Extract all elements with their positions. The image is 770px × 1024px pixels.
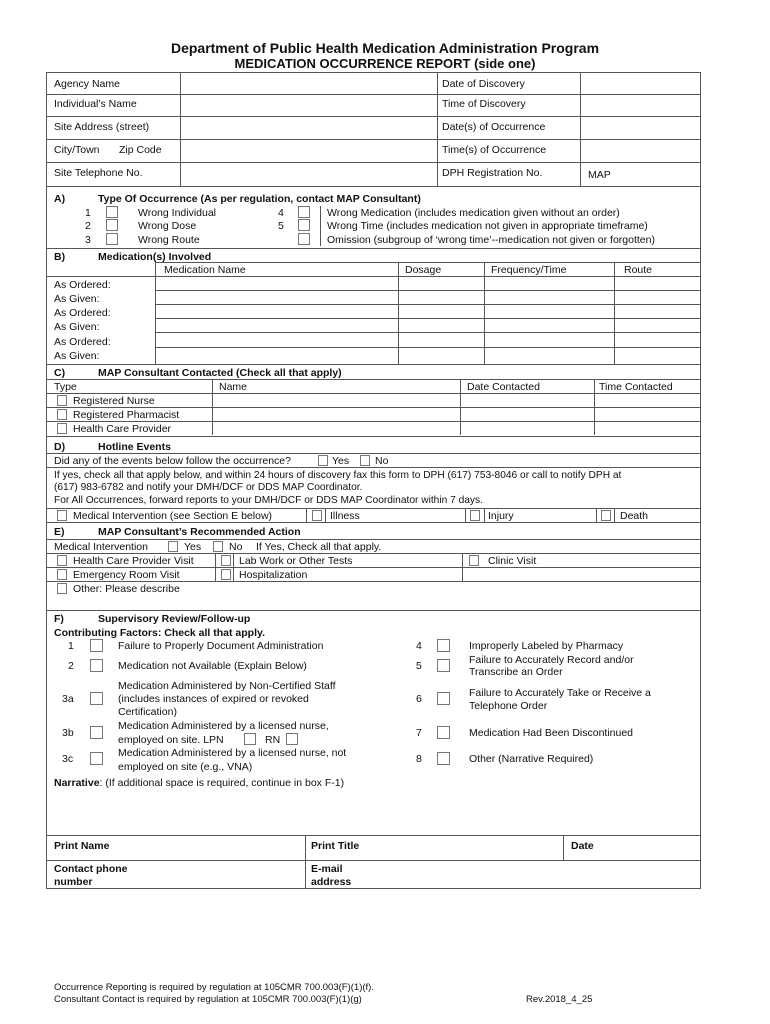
date-discovery-field[interactable]: [583, 76, 698, 90]
site-phone-label: Site Telephone No.: [54, 167, 143, 179]
intervention-yes-label: Yes: [184, 541, 202, 553]
rn-label: RN: [265, 734, 281, 746]
footer-regulation-1: Occurrence Reporting is required by regulation at 105CMR 700.003(F)(1)(f).: [54, 982, 374, 993]
med-row-label: As Ordered:: [54, 307, 111, 319]
individual-name-label: Individual’s Name: [54, 98, 137, 110]
dates-occurrence-field[interactable]: [583, 120, 698, 134]
date-label: Date: [571, 840, 594, 852]
factor-label-5-line2: Transcribe an Order: [469, 666, 563, 678]
occurrence-label-omission: Omission (subgroup of ‘wrong time’--medication not given or forgotten): [327, 234, 655, 246]
section-a-letter: A): [54, 193, 66, 205]
col-date-contacted: Date Contacted: [467, 381, 540, 393]
col-time-contacted: Time Contacted: [599, 381, 673, 393]
factor-label-8: Other (Narrative Required): [469, 753, 594, 765]
email-label-line2: address: [311, 876, 352, 888]
occurrence-label-3: Wrong Route: [138, 234, 200, 246]
med-row-label: As Given:: [54, 350, 100, 362]
factor-label-2: Medication not Available (Explain Below): [118, 660, 307, 672]
occurrence-checkbox-4[interactable]: [298, 206, 310, 218]
hotline-no-label: No: [375, 455, 389, 467]
narrative-label: [54, 777, 344, 789]
footer-regulation-2: Consultant Contact is required by regulation at 105CMR 700.003(F)(1)(g): [54, 994, 362, 1005]
other-action-checkbox[interactable]: [57, 583, 67, 594]
intervention-no-checkbox[interactable]: [213, 541, 223, 552]
hotline-yes-label: Yes: [332, 455, 350, 467]
section-c-title: MAP Consultant Contacted (Check all that apply): [98, 367, 342, 379]
event-death-label: Death: [620, 510, 649, 522]
factor-checkbox-1[interactable]: [90, 639, 103, 652]
city-zip-field[interactable]: [182, 143, 434, 157]
occurrence-checkbox-2[interactable]: [106, 219, 118, 231]
contributing-factors-title: Contributing Factors: Check all that apply.: [54, 627, 265, 639]
hotline-question: Did any of the events below follow the occurrence?: [54, 455, 291, 467]
hcp-visit-checkbox[interactable]: [57, 555, 67, 566]
email-field[interactable]: [360, 862, 698, 886]
clinic-visit-checkbox[interactable]: [469, 555, 479, 566]
er-visit-checkbox[interactable]: [57, 569, 67, 580]
occurrence-checkbox-1[interactable]: [106, 206, 118, 218]
consultant-rn-checkbox[interactable]: [57, 395, 67, 406]
event-injury-label: Injury: [488, 510, 514, 522]
medical-intervention-label: Medical Intervention: [54, 541, 148, 553]
occurrence-checkbox-5[interactable]: [298, 219, 310, 231]
hospitalization-label: Hospitalization: [239, 569, 308, 581]
factor-label-6-line1: Failure to Accurately Take or Receive a: [469, 687, 651, 699]
dph-registration-label: DPH Registration No.: [442, 167, 543, 179]
consultant-pharmacist-checkbox[interactable]: [57, 409, 67, 420]
consultant-hcp-name-field[interactable]: [214, 422, 699, 434]
email-label: E-mail: [311, 863, 343, 875]
occurrence-checkbox-3[interactable]: [106, 233, 118, 245]
occurrence-checkbox-omission[interactable]: [298, 233, 310, 245]
lpn-checkbox[interactable]: [244, 733, 256, 745]
factor-num-3a: 3a: [62, 693, 74, 705]
factor-num-3b: 3b: [62, 727, 74, 739]
factor-checkbox-8[interactable]: [437, 752, 450, 765]
occurrence-num-1: 1: [85, 207, 91, 219]
factor-checkbox-3a[interactable]: [90, 692, 103, 705]
site-address-label: Site Address (street): [54, 121, 150, 133]
factor-checkbox-7[interactable]: [437, 726, 450, 739]
section-b-title: Medication(s) Involved: [98, 251, 212, 263]
med-row-label: As Given:: [54, 293, 100, 305]
factor-num-7: 7: [416, 727, 422, 739]
contact-phone-label: Contact phone: [54, 863, 128, 875]
consultant-rn-label: Registered Nurse: [73, 395, 155, 407]
print-title-label: Print Title: [311, 840, 360, 852]
site-phone-field[interactable]: [182, 166, 434, 180]
medication-row-6-fields[interactable]: [157, 348, 699, 362]
section-b-letter: B): [54, 251, 66, 263]
med-row-label: As Ordered:: [54, 336, 111, 348]
factor-label-6-line2: Telephone Order: [469, 700, 548, 712]
factor-num-3c: 3c: [62, 753, 74, 765]
occurrence-label-5: Wrong Time (includes medication not given in appropriate timeframe): [327, 220, 648, 232]
zip-code-label: Zip Code: [119, 144, 162, 156]
factor-checkbox-2[interactable]: [90, 659, 103, 672]
times-occurrence-label: Time(s) of Occurrence: [442, 144, 547, 156]
section-f-letter: F): [54, 613, 64, 625]
narrative-label-bold: Narrative: [54, 777, 100, 789]
factor-label-3b-line1: Medication Administered by a licensed nurse,: [118, 720, 329, 732]
factor-label-3c-line1: Medication Administered by a licensed nurse, not: [118, 747, 347, 759]
occurrence-label-2: Wrong Dose: [138, 220, 197, 232]
site-address-field[interactable]: [182, 120, 434, 134]
event-injury-checkbox[interactable]: [470, 510, 480, 521]
factor-label-3c-line2: employed on site (e.g., VNA): [118, 761, 253, 773]
factor-label-3b-line2: employed on site. LPN: [118, 734, 224, 746]
intervention-yes-checkbox[interactable]: [168, 541, 178, 552]
contact-phone-label-line2: number: [54, 876, 93, 888]
time-discovery-field[interactable]: [583, 98, 698, 112]
rn-checkbox[interactable]: [286, 733, 298, 745]
clinic-visit-label: Clinic Visit: [488, 555, 537, 567]
col-medication-name: Medication Name: [164, 264, 246, 276]
hotline-yes-checkbox[interactable]: [318, 455, 328, 466]
section-c-letter: C): [54, 367, 66, 379]
event-medical-intervention-label: Medical Intervention (see Section E below): [73, 510, 273, 522]
section-e-title: MAP Consultant’s Recommended Action: [98, 526, 301, 538]
hotline-instructions-1: If yes, check all that apply below, and within 24 hours of discovery fax this form to DPH (617) 753-8046 or call to notify DPH at: [54, 470, 622, 481]
col-frequency-time: Frequency/Time: [491, 264, 567, 276]
consultant-hcp-label: Health Care Provider: [73, 423, 172, 435]
factor-label-5-line1: Failure to Accurately Record and/or: [469, 654, 634, 666]
col-type: Type: [54, 381, 77, 393]
er-visit-label: Emergency Room Visit: [73, 569, 180, 581]
event-medical-intervention-checkbox[interactable]: [57, 510, 67, 521]
hotline-instructions-3: For All Occurrences, forward reports to your DMH/DCF or DDS MAP Coordinator within 7 days.: [54, 495, 483, 506]
lab-work-checkbox[interactable]: [221, 555, 231, 566]
footer-revision: Rev.2018_4_25: [526, 994, 593, 1005]
intervention-if-yes-label: If Yes, Check all that apply.: [256, 541, 382, 553]
factor-num-2: 2: [68, 660, 74, 672]
consultant-rn-name-field[interactable]: [214, 394, 699, 406]
print-name-label: Print Name: [54, 840, 110, 852]
other-action-field[interactable]: [190, 583, 698, 609]
event-death-checkbox[interactable]: [601, 510, 611, 521]
agency-name-field[interactable]: [182, 76, 434, 90]
date-discovery-label: Date of Discovery: [442, 78, 525, 90]
factor-label-1: Failure to Properly Document Administration: [118, 640, 324, 652]
agency-name-label: Agency Name: [54, 78, 120, 90]
occurrence-num-4: 4: [278, 207, 284, 219]
section-d-letter: D): [54, 441, 66, 453]
factor-label-3a-line3: Certification): [118, 706, 177, 718]
hotline-no-checkbox[interactable]: [360, 455, 370, 466]
medication-row-5-fields[interactable]: [157, 333, 699, 346]
city-town-label: City/Town: [54, 144, 100, 156]
time-discovery-label: Time of Discovery: [442, 98, 526, 110]
lab-work-label: Lab Work or Other Tests: [239, 555, 353, 567]
factor-checkbox-4[interactable]: [437, 639, 450, 652]
hospitalization-checkbox[interactable]: [221, 569, 231, 580]
consultant-pharmacist-name-field[interactable]: [214, 408, 699, 420]
section-d-title: Hotline Events: [98, 441, 171, 453]
factor-num-1: 1: [68, 640, 74, 652]
col-name: Name: [219, 381, 248, 393]
factor-checkbox-5[interactable]: [437, 659, 450, 672]
factor-checkbox-3b[interactable]: [90, 726, 103, 739]
form-subtitle: MEDICATION OCCURRENCE REPORT (side one): [234, 56, 536, 71]
med-row-label: As Given:: [54, 321, 100, 333]
individual-name-field[interactable]: [182, 98, 434, 112]
section-a-title: Type Of Occurrence (As per regulation, contact MAP Consultant): [98, 193, 421, 205]
factor-num-4: 4: [416, 640, 422, 652]
occurrence-num-3: 3: [85, 234, 91, 246]
hotline-instructions-2: (617) 983-6782 and notify your DMH/DCF or DDS MAP Coordinator.: [54, 482, 363, 493]
factor-num-5: 5: [416, 660, 422, 672]
occurrence-label-4: Wrong Medication (includes medication given without an order): [327, 207, 620, 219]
form-title: Department of Public Health Medication Administration Program: [170, 40, 600, 56]
factor-label-3a-line1: Medication Administered by Non-Certified Staff: [118, 680, 336, 692]
event-illness-label: Illness: [330, 510, 360, 522]
consultant-pharmacist-label: Registered Pharmacist: [73, 409, 180, 421]
narrative-label-rest: : (If additional space is required, continue in box F-1): [99, 777, 345, 789]
factor-checkbox-6[interactable]: [437, 692, 450, 705]
print-name-field[interactable]: [130, 838, 302, 858]
factor-num-8: 8: [416, 753, 422, 765]
hcp-visit-label: Health Care Provider Visit: [73, 555, 194, 567]
section-f-title: Supervisory Review/Follow-up: [98, 613, 251, 625]
section-e-letter: E): [54, 526, 65, 538]
factor-num-6: 6: [416, 693, 422, 705]
occurrence-num-5: 5: [278, 220, 284, 232]
medication-row-3-fields[interactable]: [157, 305, 699, 317]
medication-row-1-fields[interactable]: [157, 277, 699, 289]
medication-row-2-fields[interactable]: [157, 291, 699, 303]
med-row-label: As Ordered:: [54, 279, 111, 291]
narrative-field[interactable]: [54, 792, 698, 832]
dates-occurrence-label: Date(s) of Occurrence: [442, 121, 546, 133]
contact-phone-field[interactable]: [140, 862, 302, 886]
medication-row-4-fields[interactable]: [157, 319, 699, 331]
occurrence-label-1: Wrong Individual: [138, 207, 217, 219]
factor-label-4: Improperly Labeled by Pharmacy: [469, 640, 624, 652]
consultant-hcp-checkbox[interactable]: [57, 423, 67, 434]
print-title-field[interactable]: [370, 838, 560, 858]
other-action-label: Other: Please describe: [73, 583, 180, 595]
col-route: Route: [624, 264, 653, 276]
times-occurrence-field[interactable]: [583, 143, 698, 157]
factor-label-3a-line2: (includes instances of expired or revoked: [118, 693, 309, 705]
map-label: MAP: [588, 169, 611, 181]
intervention-no-label: No: [229, 541, 243, 553]
occurrence-num-2: 2: [85, 220, 91, 232]
factor-label-7: Medication Had Been Discontinued: [469, 727, 634, 739]
factor-checkbox-3c[interactable]: [90, 752, 103, 765]
date-field[interactable]: [600, 838, 698, 858]
event-illness-checkbox[interactable]: [312, 510, 322, 521]
col-dosage: Dosage: [405, 264, 442, 276]
